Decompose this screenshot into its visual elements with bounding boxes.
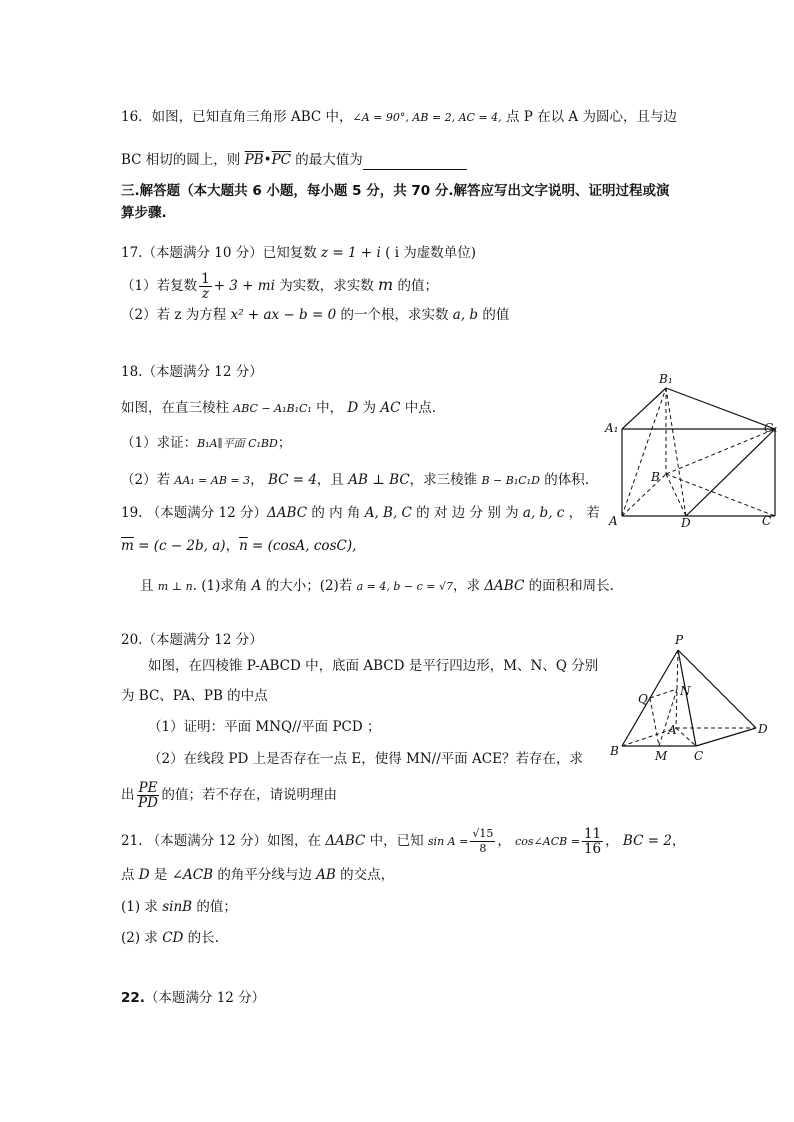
q18-part1: （1）求证：B₁A∥平面 C₁BD； — [121, 435, 292, 451]
q17-part2: （2）若 z 为方程 x² + ax − b = 0 的一个根，求实数 a, b 的值 — [121, 307, 510, 323]
q18-prism-figure — [600, 370, 790, 530]
q22-heading: 22.（本题满分 12 分） — [121, 990, 266, 1006]
q18-line1: 如图，在直三棱柱 ABC − A₁B₁C₁ 中， D 为 AC 中点. — [121, 400, 437, 416]
q18-heading: 18.（本题满分 12 分） — [121, 364, 263, 380]
q20-line1: 如图，在四棱锥 P-ABCD 中，底面 ABCD 是平行四边形，M、N、Q 分别 — [148, 658, 599, 674]
q19-line1: 19. （本题满分 12 分）ΔABC 的 内 角 A, B, C 的 对 边 分 别 为 a, b, c ， 若 — [121, 505, 600, 521]
q20-part3: 出 $\frac{PE}{PD}$ 的值；若不存在，请说明理由 — [121, 780, 337, 811]
q21-line1: 21. （本题满分 12 分）如图，在 ΔABC 中，已知 sin A = $\frac{√15}{8}$ ， cos∠ACB = $\frac{11}{16}$ ， BC = 2， — [121, 826, 686, 857]
label-c: C — [694, 749, 704, 762]
label-a: A — [609, 514, 618, 528]
label-b: B — [651, 470, 660, 484]
label-d: D — [758, 722, 768, 736]
q20-line2: 为 BC、PA、PB 的中点 — [121, 688, 268, 704]
q20-heading: 20.（本题满分 12 分） — [121, 632, 263, 648]
label-a: A — [668, 723, 677, 737]
q16-line1: 16．如图，已知直角三角形 ABC 中，∠A = 90°, AB = 2, AC = 4, 点 P 在以 A 为圆心，且与边 — [121, 109, 677, 125]
label-b: B — [610, 744, 619, 758]
q17-heading: 17.（本题满分 10 分）已知复数 z = 1 + i ( i 为虚数单位) — [121, 245, 477, 261]
q16-line2: BC 相切的圆上，则 $\overline{PB}•\overline{PC}$ 的最大值为 — [121, 150, 467, 170]
q20-part1: （1）证明：平面 MNQ//平面 PCD ； — [148, 719, 381, 735]
q20-pyramid-figure — [600, 632, 780, 762]
label-p: P — [675, 633, 684, 647]
label-b1: B₁ — [659, 372, 673, 386]
section3-heading-line2: 算步骤. — [121, 205, 167, 221]
q20-part2: （2）在线段 PD 上是否存在一点 E，使得 MN//平面 ACE？若存在，求 — [148, 751, 583, 767]
answer-blank — [363, 155, 467, 170]
q19-line2: $\overline{m} = (c - 2b$, a)，$\overline{n} = (\cos A$, cosC), — [121, 538, 357, 554]
section3-heading-line1: 三.解答题（本大题共 6 小题，每小题 5 分，共 70 分.解答应写出文字说明、证明过程或演 — [121, 183, 670, 199]
label-m: M — [655, 749, 668, 762]
label-c1: C₁ — [764, 421, 778, 435]
label-c: C — [762, 514, 772, 528]
q17-part1: （1）若复数 $\frac{1}{z}$ + 3 + mi 为实数，求实数 m 的值； — [121, 271, 438, 302]
label-q: Q — [638, 692, 648, 706]
q19-line3: 且 m ⊥ n. (1)求角 A 的大小；(2)若 a = 4, b − c = √7，求 ΔABC 的面积和周长. — [140, 578, 614, 594]
label-a1: A₁ — [605, 421, 619, 435]
q21-part1: (1) 求 sinB 的值； — [121, 899, 237, 915]
q21-part2: (2) 求 CD 的长. — [121, 930, 219, 946]
q18-part2: （2）若 AA₁ = AB = 3， BC = 4，且 AB ⊥ BC，求三棱锥 B − B₁C₁D 的体积. — [121, 472, 589, 488]
label-d: D — [681, 516, 691, 530]
q21-line2: 点 D 是 ∠ACB 的角平分线与边 AB 的交点， — [121, 867, 395, 883]
label-n: N — [680, 684, 691, 698]
